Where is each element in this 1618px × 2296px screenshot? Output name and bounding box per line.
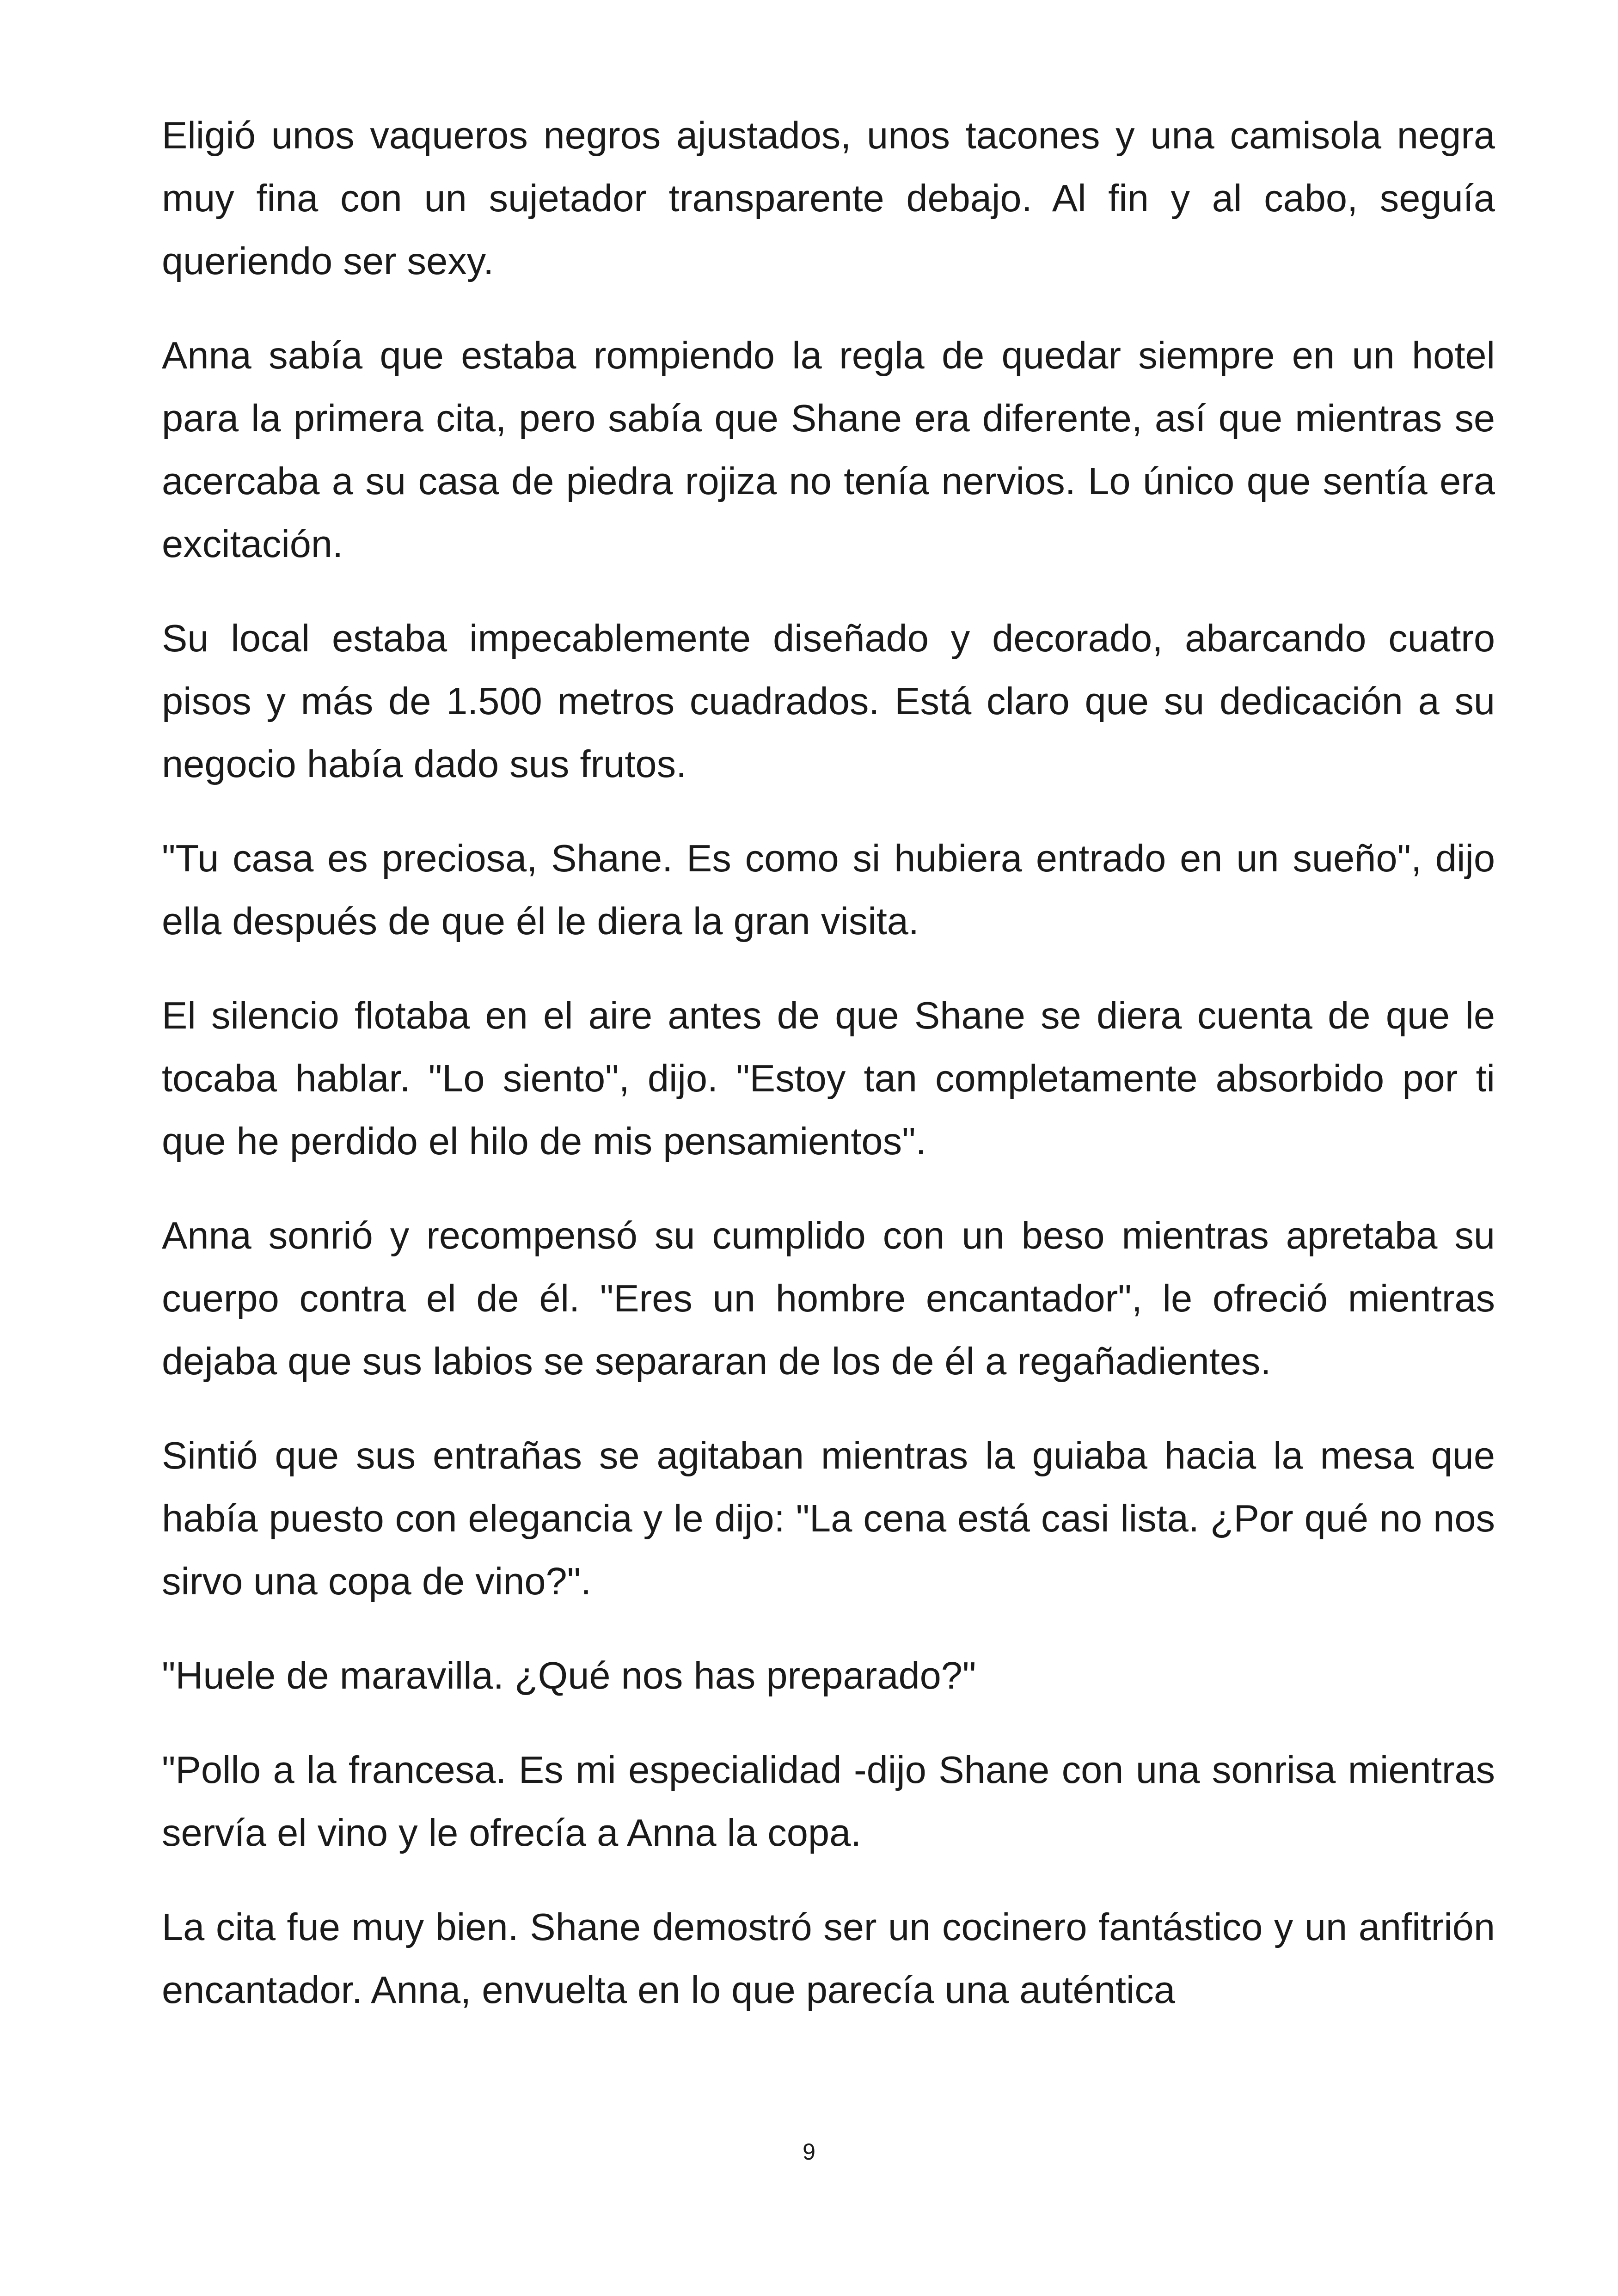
- page-number: 9: [803, 2139, 815, 2165]
- paragraph: El silencio flotaba en el aire antes de que Shane se diera cuenta de que le tocaba hablar. "Lo siento", dijo. "Estoy tan completamente absorbido por ti que he perdido el hilo de mis pensamientos".: [162, 994, 1495, 1163]
- paragraph: Sintió que sus entrañas se agitaban mientras la guiaba hacia la mesa que había puesto con elegancia y le dijo: "La cena está casi lista. ¿Por qué no nos sirvo una copa de vino?".: [162, 1434, 1495, 1603]
- paragraph: La cita fue muy bien. Shane demostró ser un cocinero fantástico y un anfitrión encantador. Anna, envuelta en lo que parecía una auténtica: [162, 1905, 1495, 2011]
- paragraph: "Tu casa es preciosa, Shane. Es como si hubiera entrado en un sueño", dijo ella después de que él le diera la gran visita.: [162, 837, 1495, 943]
- body-text: [162, 104, 1495, 2053]
- paragraph: Eligió unos vaqueros negros ajustados, unos tacones y una camisola negra muy fina con un sujetador transparente debajo. Al fin y al cabo, seguía queriendo ser sexy.: [162, 114, 1495, 282]
- paragraph: "Huele de maravilla. ¿Qué nos has preparado?": [162, 1654, 976, 1697]
- paragraph: Anna sonrió y recompensó su cumplido con un beso mientras apretaba su cuerpo contra el de él. "Eres un hombre encantador", le ofreció mientras dejaba que sus labios se separaran de los de él a regañadientes.: [162, 1214, 1495, 1383]
- paragraph: Anna sabía que estaba rompiendo la regla de quedar siempre en un hotel para la primera cita, pero sabía que Shane era diferente, así que mientras se acercaba a su casa de piedra rojiza no tenía nervios. Lo único que sentía era excitación.: [162, 334, 1495, 565]
- paragraph: "Pollo a la francesa. Es mi especialidad -dijo Shane con una sonrisa mientras servía el vino y le ofrecía a Anna la copa.: [162, 1748, 1495, 1854]
- paragraph: Su local estaba impecablemente diseñado y decorado, abarcando cuatro pisos y más de 1.500 metros cuadrados. Está claro que su dedicación a su negocio había dado sus frutos.: [162, 617, 1495, 785]
